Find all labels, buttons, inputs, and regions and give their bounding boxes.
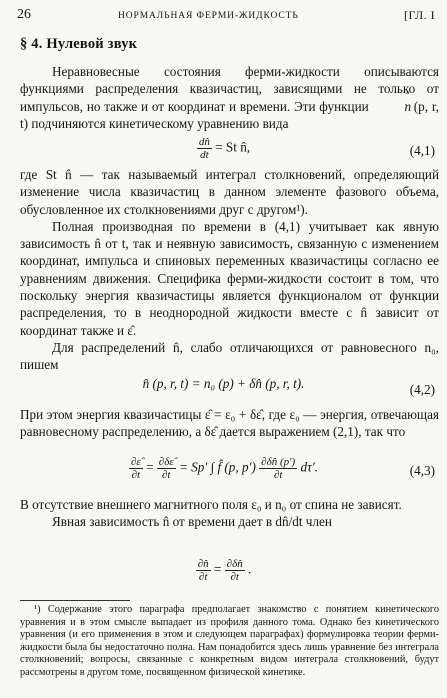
paragraph-spin: [20, 496, 439, 531]
equation-4-2-number: (4,2): [409, 382, 435, 397]
equation-4-2: [0, 375, 447, 405]
running-header: [0, 6, 447, 24]
paragraph-collision-integral: [20, 166, 439, 374]
running-title: НОРМАЛЬНАЯ ФЕРМИ-ЖИДКОСТЬ: [118, 11, 299, 21]
equation-4-3-dt-deps: $\frac{\partial\delta\varepsilon̂}{\partial t}$: [158, 456, 174, 481]
footnote-rule: [20, 600, 130, 601]
equation-4-1: [0, 136, 447, 166]
equation-4-1-rhs: = St n̂,: [215, 139, 251, 155]
paragraph-total-derivative: Полная производная по времени в (4,1) учитывает как явную зависимость n̂ от t, так и неявную зависимость, связанную с изменением координат, импульса и спиновых переменных квазичастицы согласно ее уравнениям движения. Специфика ферми-жидкости состоит в том, что поскольку энергия квазичастицы является функционалом от функции распределения, то в неоднородной жидкости вместе с n̂ зависит от координат также и ε̂.: [20, 218, 439, 338]
equation-4-3-integral: = Sp′ ∫ f̂ (p, p′): [178, 459, 256, 475]
page-number: 26: [17, 7, 31, 22]
equation-4-3-dt-eps: $\frac{\partial\varepsilon̂}{\partial t}$: [130, 456, 141, 481]
paragraph-spin-text: В отсутствие внешнего магнитного поля ε₀ и n₀ от спина не зависят.: [20, 497, 402, 512]
chapter-marker: [ГЛ. I: [404, 8, 436, 22]
section-title: § 4. Нулевой звук: [20, 36, 138, 52]
paragraph-weak-deviation: Для распределений n̂, слабо отличающихся от равновесного n₀, пишем: [20, 339, 439, 373]
paragraph-intro: [20, 63, 439, 132]
footnote: ¹) Содержание этого параграфа предполагает знакомство с понятием кинетического уравнения и в этом смысле выпадает из профиля данного тома. Однако без кинетического уравнения (и его применения в этом и следующем параграфах) формулировка теории ферми-жидкости была бы недостаточно полна. Нам понадобится здесь лишь уравнение без интеграла столкновений; вопросы, связанные с конкретным видом интеграла столкновений, будут рассмотрены в другом томе, посвященном физической кинетике.: [20, 604, 439, 678]
paragraph-intro-text-2: (p, r, t) подчиняются кинетическому уравнению вида: [20, 98, 439, 131]
equation-4-1-number: (4,1): [409, 143, 435, 158]
paragraph-collision-text: где St n̂ — так называемый интеграл столкновений, определяющий изменение числа квазичастиц в данном элементе фазового объема, обусловленное их столкновениями друг с другом¹).: [20, 167, 439, 217]
equation-4-3-tail: dτ′.: [300, 459, 318, 475]
n-hat-symbol: ˆ n: [373, 98, 412, 115]
equation-time-term-rhs: $\frac{\partial\delta n̂}{\partial t}$: [226, 558, 243, 583]
equation-time-term: $\frac{\partial n̂}{\partial t}$ = $\frac{\partial\delta n̂}{\partial t}$ .: [197, 558, 252, 583]
paragraph-intro-text: Неравновесные состояния ферми-жидкости описываются функциями распределения квазичастиц, зависящими не только от импульсов, но также и от координат и времени. Эти функции: [20, 64, 439, 114]
equation-time-term-lhs: $\frac{\partial n̂}{\partial t}$: [197, 558, 209, 583]
equation-4-3-dt-dn: $\frac{\partial\delta n̂ (p')}{\partial t}$: [261, 456, 296, 481]
equation-4-1-lhs: $\frac{dn̂}{dt}$: [198, 136, 210, 161]
paragraph-explicit-time: Явная зависимость n̂ от времени дает в dn̂/dt член: [52, 514, 332, 530]
equation-4-2-body: n̂ (p, r, t) = n₀ (p) + δn̂ (p, r, t).: [142, 376, 305, 391]
equation-4-3-number: (4,3): [409, 463, 435, 478]
paragraph-energy: При этом энергия квазичастицы ε̂ = ε₀ + δε̂, где ε₀ — энергия, отвечающая равновесному распределению, а δε̂ дается выражением (2,1), так что: [20, 407, 439, 440]
equation-4-3: $\frac{\partial\varepsilon̂}{\partial t}$ = $\frac{\partial\delta\varepsilon̂}{\partial t}$ = Sp′ ∫ f̂ (p, p′) $\frac{\partial\delta n̂ (p')}{\partial t}$ dτ′. (4,3): [130, 456, 435, 481]
